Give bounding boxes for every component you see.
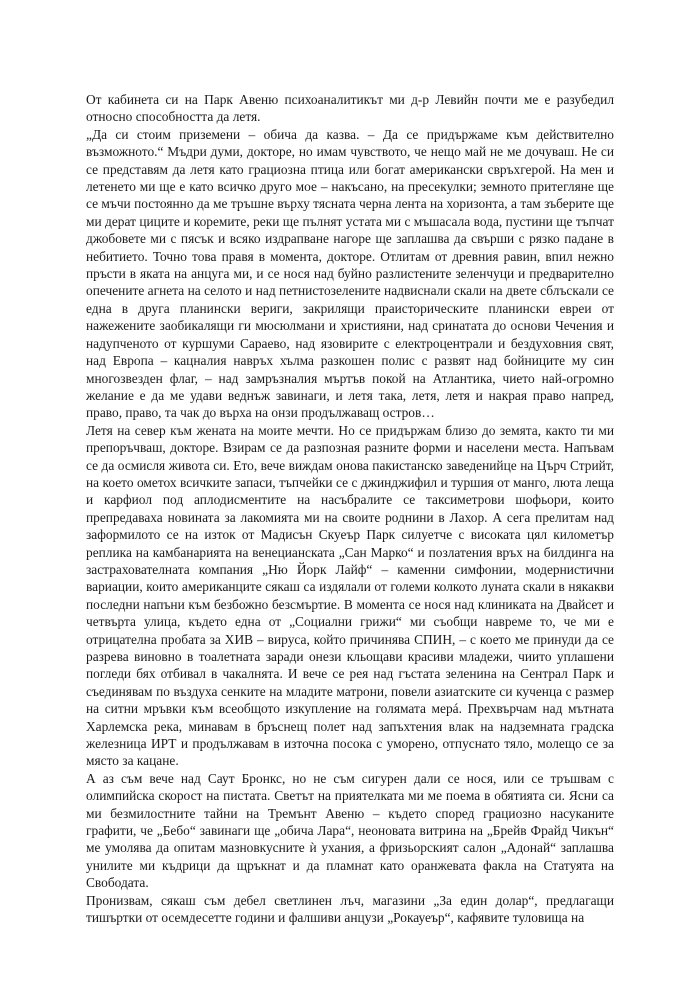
paragraph-1: От кабинета си на Парк Авеню психоаналитикът ми д-р Левийн почти ме е разубедил относно способността да летя. [86, 92, 614, 125]
document-page [86, 91, 614, 927]
paragraph-5: Пронизвам, сякаш съм дебел светлинен лъч, магазини „За един долар“, предлагащи тишъртки от осемдесетте години и фалшиви анцузи „Рокауеър“, кафявите туловища на [86, 892, 614, 926]
paragraph-3: Летя на север към жената на моите мечти. Но се придържам близо до земята, както ти ми препоръчваш, докторе. Взирам се да разпозная разните форми и населени места. Напъвам се да осмисля живота си. Ето, вече виждам онова пакистанско заведенийце на Църч Стрийт, на което ометох всичките запаси, тъпчейки се с джинджифил и туршия от манго, люта леща и карфиол под аплодисментите на насъбралите се таксиметрови шофьори, които препредаваха новината за лакомията ми на своите роднини в Лахор. А сега прелитам над заформилото се на изток от Мадисън Скуеър Парк силуетче с високата цял километър реплика на камбанарията на венецианската „Сан Марко“ и позлатения връх на билдинга на застрахователната компания „Ню Йорк Лайф“ – каменни симфонии, модернистични вариации, които американците сякаш са издялали от големи колкото луната скали в някакви последни напъни към безбожно безсмъртие. В момента се нося над клиниката на Двайсет и четвърта улица, където една от „Социални грижи“ ми съобщи навреме то, че ми е отрицателна пробата за ХИВ – вируса, който причинява СПИН, – с което ме принуди да се разрева виновно в тоалетната заради онези кльощави красиви младежи, чиито уплашени погледи бях отбивал в чакалнята. И вече се рея над гъстата зеленина на Сентрал Парк и съединявам по въздуха сенките на младите матрони, повели азиатските си кученца с размер на ситни мръвки към всеобщото изкупление на голямата мерá. Прехвърчам над мътната Харлемска река, минавам в бръснещ полет над запъхтения влак на надземната градска железница ИРТ и продължавам в източна посока с уморено, отпуснато тяло, молещо се за място за кацане. [86, 422, 614, 769]
paragraph-2: „Да си стоим приземени – обича да казва. – Да се придържаме към действително възможното.“ Мъдри думи, докторе, но имам чувството, че нещо май не ме дочуваш. Не си се представям да летя като грациозна птица или богат американски свръхгерой. На мен и летенето ми ще е като всичко друго мое – накъсано, на пресекулки; земното притегляне ще се мъчи постоянно да ме тръшне върху тясната черна лента на хоризонта, а там зъберите ще ми дерат циците и коремите, реки ще пълнят устата ми с мъшасала вода, пустини ще тъпчат джобовете ми с пясък и всяко издрапване нагоре ще заплашва да свърши с рязко падане в небитието. Точно това правя в момента, докторе. Отлитам от древния равин, впил нежно пръсти в яката на анцуга ми, и се нося над буйно разлистените зеленчуци и предварително опечените агнета на селото и над петнистозелените надвиснали скали на двете сблъскали се една в друга планински вериги, закрилящи праисторическите планински евреи от нажежените заобикалящи ги мюсюлмани и християни, над сринатата до основи Чечения и надупченото от куршуми Сараево, над язовирите с електроцентрали и бездуховния свят, над Европа – кацналия навръх хълма разкошен полис с развят над бойниците му син многозвезден флаг, – над замръзналия мъртъв покой на Атлантика, чието най-огромно желание е да ме удави веднъж завинаги, и летя така, летя, летя и накрая право напред, право, право, та чак до върха на онзи продължаващ остров… [86, 126, 614, 421]
paragraph-4: А аз съм вече над Саут Бронкс, но не съм сигурен дали се нося, или се тръшвам с олимпийска скорост на пистата. Светът на приятелката ми ме поема в обятията си. Ясни са ми безмилостните тайни на Тремънт Авеню – където според грациозно насуканите графити, че „Бебо“ завинаги ще „обича Лара“, неоновата витрина на „Брейв Фрайд Чикън“ ме умолява да опитам мазновкусните ѝ ухания, а фризьорският салон „Адонай“ заплашва унилите ми къдрици да щръкнат и да пламнат като оранжевата факла на Статуята на Свободата. [86, 770, 614, 891]
